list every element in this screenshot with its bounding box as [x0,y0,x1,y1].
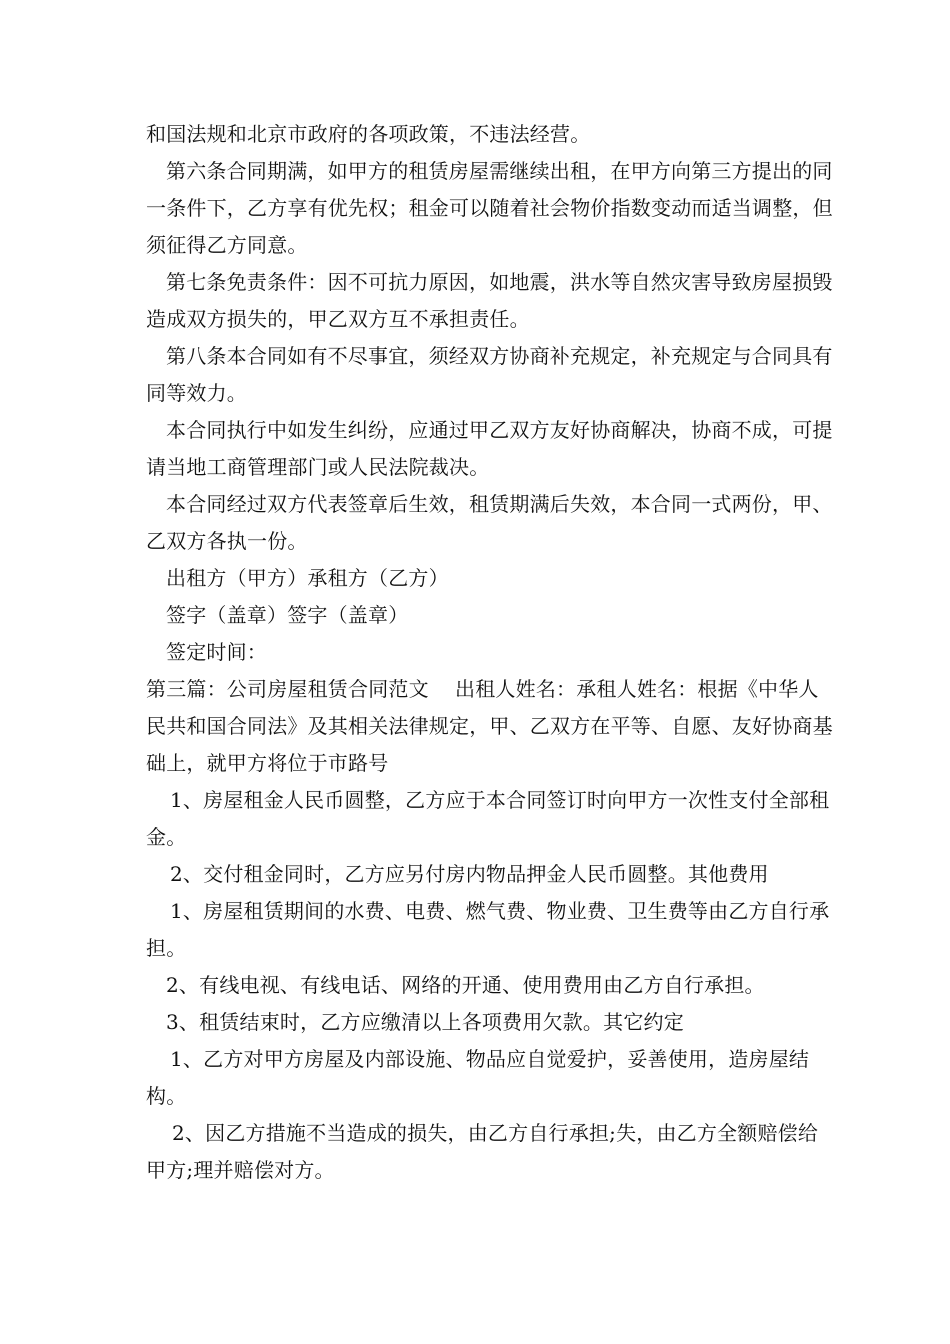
paragraph-article-6: 第六条合同期满，如甲方的租赁房屋需继续出租，在甲方向第三方提出的同一条件下，乙方享有优先权；租金可以随着社会物价指数变动而适当调整，但须征得乙方同意。 [146,159,833,257]
paragraph-article-8: 第八条本合同如有不尽事宜，须经双方协商补充规定，补充规定与合同具有同等效力。 [146,344,833,405]
paragraph-rent-item-2: 2、交付租金同时，乙方应另付房内物品押金人民币圆整。其他费用 [170,862,769,886]
paragraph-continuation: 和国法规和北京市政府的各项政策，不违法经营。 [146,122,591,146]
paragraph-part-3-heading: 第三篇：公司房屋租赁合同范文 出租人姓名：承租人姓名：根据《中华人民共和国合同法》及其相关法律规定，甲、乙双方在平等、自愿、友好协商基础上，就甲方将位于市路号 [146,677,833,775]
paragraph-other-item-2: 2、因乙方措施不当造成的损失，由乙方自行承担;失，由乙方全额赔偿给甲方;理并赔偿对方。 [146,1121,819,1182]
paragraph-fee-item-2: 2、有线电视、有线电话、网络的开通、使用费用由乙方自行承担。 [166,973,765,997]
paragraph-effect: 本合同经过双方代表签章后生效，租赁期满后失效，本合同一式两份，甲、乙双方各执一份。 [146,492,833,553]
paragraph-parties: 出租方（甲方）承租方（乙方） [166,566,449,590]
paragraph-sign-date: 签定时间： [166,640,267,664]
paragraph-rent-item-1: 1、房屋租金人民币圆整，乙方应于本合同签订时向甲方一次性支付全部租金。 [146,788,830,849]
paragraph-dispute: 本合同执行中如发生纠纷，应通过甲乙双方友好协商解决，协商不成，可提请当地工商管理部门或人民法院裁决。 [146,418,833,479]
paragraph-article-7: 第七条免责条件：因不可抗力原因，如地震，洪水等自然灾害导致房屋损毁造成双方损失的，甲乙双方互不承担责任。 [146,270,833,331]
document-body [146,116,836,1189]
paragraph-fee-item-1: 1、房屋租赁期间的水费、电费、燃气费、物业费、卫生费等由乙方自行承担。 [146,899,830,960]
paragraph-other-item-1: 1、乙方对甲方房屋及内部设施、物品应自觉爱护，妥善使用，造房屋结构。 [146,1047,810,1108]
paragraph-fee-item-3: 3、租赁结束时，乙方应缴清以上各项费用欠款。其它约定 [166,1010,684,1034]
paragraph-signature: 签字（盖章）签字（盖章） [166,603,409,627]
